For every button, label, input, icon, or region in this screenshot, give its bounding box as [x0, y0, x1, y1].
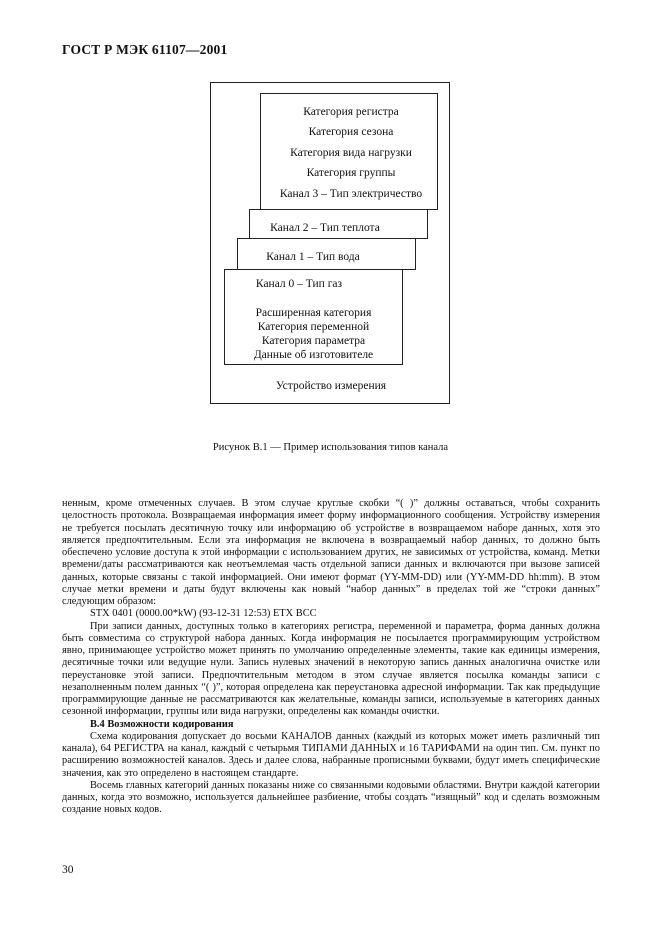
group-category: Категория группы	[306, 167, 396, 179]
paragraph: Восемь главных категорий данных показаны ниже со связанными кодовыми областями. Внутри каждой категории данных, когда это возможно, используется дальнейшее разбиение, чтобы создать “изящный” код и сделать возможным создание новых кодов.	[62, 779, 600, 816]
device-label: Устройство измерения	[275, 380, 387, 392]
manufacturer-data: Данные об изготовителе	[253, 349, 374, 361]
channel2-label: Канал 2 – Тип теплота	[270, 222, 380, 234]
page-number: 30	[62, 864, 74, 876]
paragraph: Схема кодирования допускает до восьми КАНАЛОВ данных (каждый из которых может иметь различный тип канала), 64 РЕГИСТРА на канал, каждый с четырьмя ТИПАМИ ДАННЫХ и 16 ТАРИФАМИ на один тип. См. пункт по расширению возможностей каналов. Здесь и далее слова, набранные прописными буквами, будут иметь специфические значения, как это определено в настоящем стандарте.	[62, 730, 600, 779]
figure-diagram	[210, 82, 450, 404]
season-category: Категория сезона	[308, 126, 394, 138]
extended-category: Расширенная категория	[255, 307, 372, 319]
extended-categories	[224, 306, 403, 362]
register-category: Категория регистра	[303, 106, 399, 118]
variable-category: Категория переменной	[257, 321, 370, 333]
figure-caption: Рисунок В.1 — Пример использования типов канала	[212, 442, 449, 453]
body-text	[62, 498, 600, 817]
channel0-label: Канал 0 – Тип газ	[255, 278, 343, 290]
channel3-label: Канал 3 – Тип электричество	[279, 188, 423, 200]
channel1-label: Канал 1 – Тип вода	[266, 251, 360, 263]
load-category: Категория вида нагрузки	[290, 147, 412, 159]
paragraph: ненным, кроме отмеченных случаев. В этом случае круглые скобки “( )” должны оставаться, чтобы сохранить целостность протокола. Возвращаемая информация имеет форму информационного сообщения. Устройству измерения не требуется посылать десятичную точку или информацию об устройстве в возвращаемом наборе данных, хотя это является предпочтительным. Если эта информация не включена в возвращаемый набор данных, то должно быть обеспечено условие доступа к этой информации с использованием других, не зависимых от устройства, команд. Метки времени/даты рассматриваются как неотъемлемая часть отдельной записи данных и включаются при вызове записей данных, которые связаны с такой информацией. Они имеют формат (YY-MM-DD) или (YY-MM-DD hh:mm). В этом случае метки времени и даты будут включены как новый “набор данных” в пределах той же “строки данных” следующим образом:	[62, 498, 600, 607]
section-heading: В.4 Возможности кодирования	[90, 718, 234, 730]
code-example: STX 0401 (0000.00*kW) (93-12-31 12:53) ETX BCC	[90, 608, 317, 620]
paragraph: При записи данных, доступных только в категориях регистра, переменной и параметра, форма данных должна быть совместима со структурой набора данных. Когда информация не посылается программирующим устройством явно, принимающее устройство может принять по умолчанию определенные элементы, такие как единицы измерения, десятичные точки или ведущие нули. Запись нулевых значений в некоторую запись данных аналогична очистке или переустановке этой записи. Предпочтительным методом в этом случае является посылка команды записи с незаполненным полем данных “( )”, которая определена как переустановка адресной информации. Так как предыдущие программирующие данные не рассматриваются как желательные, команды записи, используемые в категориях данных сезонной информации, группы или вида нагрузки, определены как команды очистки.	[62, 620, 600, 718]
document-header: ГОСТ Р МЭК 61107—2001	[62, 42, 228, 57]
parameter-category: Категория параметра	[261, 335, 366, 347]
